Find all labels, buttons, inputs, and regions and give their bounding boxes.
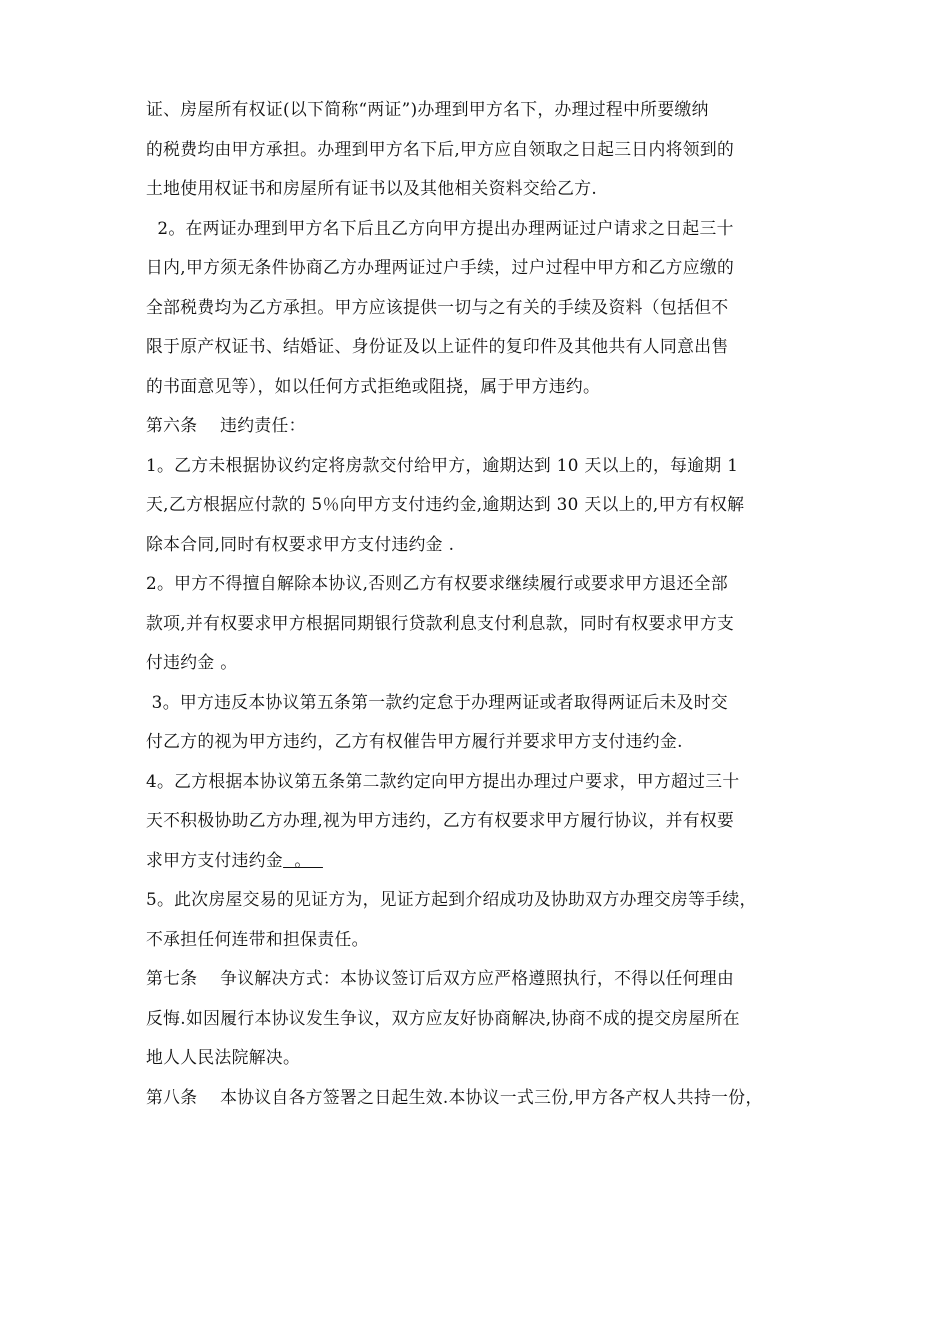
text-line: 1。乙方未根据协议约定将房款交付给甲方，逾期达到 10 天以上的，每逾期 1 bbox=[146, 454, 739, 475]
text-line: 地人人民法院解决。 bbox=[146, 1047, 301, 1067]
text-line: 全部税费均为乙方承担。甲方应该提供一切与之有关的手续及资料（包括但不 bbox=[146, 296, 729, 317]
text-line: 付乙方的视为甲方违约，乙方有权催告甲方履行并要求甲方支付违约金. bbox=[146, 731, 683, 751]
text-line: 不承担任何连带和担保责任。 bbox=[146, 928, 369, 949]
text-line: 天,乙方根据应付款的 5％向甲方支付违约金,逾期达到 30 天以上的,甲方有权解 bbox=[146, 494, 745, 514]
text-line: 除本合同,同时有权要求甲方支付违约金 . bbox=[146, 533, 455, 554]
section-heading-7: 第七条 争议解决方式：本协议签订后双方应严格遵照执行，不得以任何理由 bbox=[146, 968, 735, 988]
text-line: 天不积极协助乙方办理,视为甲方违约，乙方有权要求甲方履行协议，并有权要 bbox=[146, 810, 735, 830]
text-line: 款项,并有权要求甲方根据同期银行贷款利息支付利息款，同时有权要求甲方支 bbox=[146, 612, 735, 633]
text-line: 证、房屋所有权证(以下简称“两证”)办理到甲方名下，办理过程中所要缴纳 bbox=[146, 99, 709, 119]
text-line: 日内,甲方须无条件协商乙方办理两证过户手续，过户过程中甲方和乙方应缴的 bbox=[146, 257, 735, 277]
text-line: 反悔.如因履行本协议发生争议，双方应友好协商解决,协商不成的提交房屋所在 bbox=[146, 1007, 740, 1028]
text-line-with-underline bbox=[146, 846, 810, 886]
text-line: 2。甲方不得擅自解除本协议,否则乙方有权要求继续履行或要求甲方退还全部 bbox=[146, 573, 729, 593]
text-line: 2。在两证办理到甲方名下后且乙方向甲方提出办理两证过户请求之日起三十 bbox=[146, 217, 734, 238]
text-line: 限于原产权证书、结婚证、身份证及以上证件的复印件及其他共有人同意出售 bbox=[146, 336, 729, 356]
text-line: 付违约金 。 bbox=[146, 652, 238, 672]
section-heading-8: 第八条 本协议自各方签署之日起生效.本协议一式三份,甲方各产权人共持一份， bbox=[146, 1086, 763, 1107]
text-line: 4。乙方根据本协议第五条第二款约定向甲方提出办理过户要求，甲方超过三十 bbox=[146, 770, 740, 791]
text-line: 5。此次房屋交易的见证方为，见证方起到介绍成功及协助双方办理交房等手续， bbox=[146, 889, 757, 909]
document-page bbox=[146, 95, 810, 1122]
text-line: 的书面意见等），如以任何方式拒绝或阻挠，属于甲方违约。 bbox=[146, 375, 601, 396]
underlined-blank: 。 bbox=[283, 849, 323, 870]
section-heading-6: 第六条 违约责任： bbox=[146, 415, 306, 435]
text-line: 土地使用权证书和房屋所有证书以及其他相关资料交给乙方. bbox=[146, 178, 598, 198]
text-line: 的税费均由甲方承担。办理到甲方名下后,甲方应自领取之日起三日内将领到的 bbox=[146, 138, 735, 159]
text-line: 3。甲方违反本协议第五条第一款约定怠于办理两证或者取得两证后未及时交 bbox=[146, 691, 729, 712]
text-segment: 求甲方支付违约金 bbox=[146, 849, 284, 870]
